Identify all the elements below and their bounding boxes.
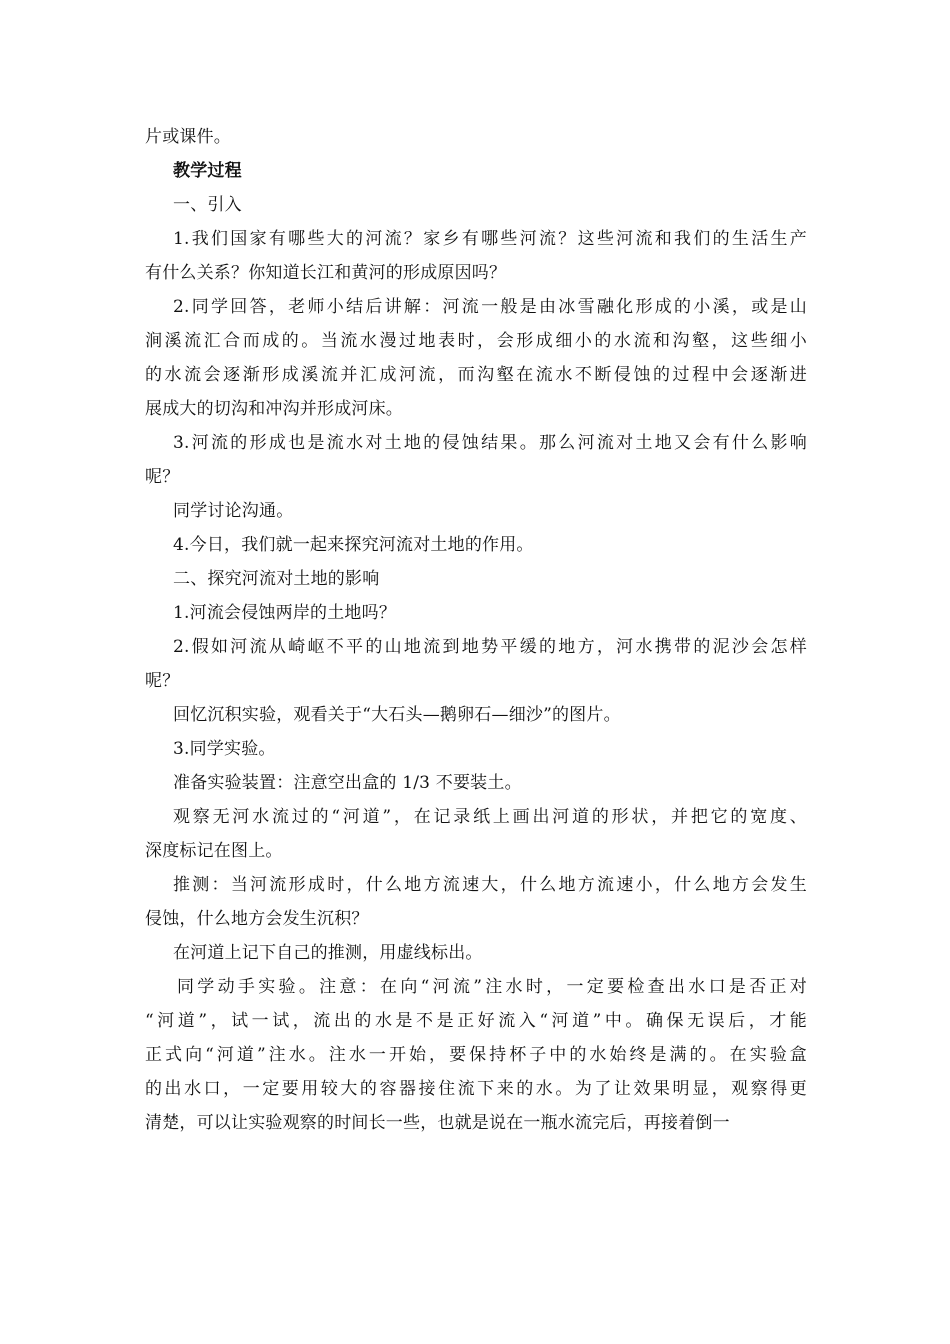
text-line: 有什么关系？你知道长江和黄河的形成原因吗？ — [145, 263, 507, 283]
paragraph — [145, 188, 807, 222]
text-line: 推测：当河流形成时，什么地方流速大，什么地方流速小，什么地方会发生 — [173, 875, 807, 895]
paragraph — [145, 222, 807, 290]
paragraph — [145, 766, 807, 800]
text-line: 在河道上记下自己的推测，用虚线标出。 — [173, 943, 483, 963]
text-line: 正式向“河道”注水。注水一开始，要保持杯子中的水始终是满的。在实验盒 — [145, 1045, 807, 1065]
document-page — [145, 120, 807, 1140]
text-line: 2.同学回答，老师小结后讲解：河流一般是由冰雪融化形成的小溪，或是山 — [173, 297, 807, 317]
paragraph — [145, 698, 807, 732]
text-line: 一、引入 — [173, 195, 242, 215]
paragraph — [145, 528, 807, 562]
paragraph — [145, 868, 807, 936]
paragraph — [145, 596, 807, 630]
text-line: 1.我们国家有哪些大的河流？家乡有哪些河流？这些河流和我们的生活生产 — [173, 229, 807, 249]
text-line: 1.河流会侵蚀两岸的土地吗？ — [173, 603, 397, 623]
text-line: 的水流会逐渐形成溪流并汇成河流，而沟壑在流水不断侵蚀的过程中会逐渐进 — [145, 365, 807, 385]
text-line: 3.河流的形成也是流水对土地的侵蚀结果。那么河流对土地又会有什么影响 — [173, 433, 807, 453]
text-line: 4.今日，我们就一起来探究河流对土地的作用。 — [173, 535, 534, 555]
text-line: 深度标记在图上。 — [145, 841, 283, 861]
text-line: 片或课件。 — [145, 127, 231, 147]
text-line: 同学动手实验。注意：在向“河流”注水时，一定要检查出水口是否正对 — [177, 977, 807, 997]
paragraph — [145, 120, 807, 154]
text-line: 呢？ — [145, 467, 180, 487]
paragraph — [145, 630, 807, 698]
section-heading: 教学过程 — [173, 161, 242, 181]
text-line: 观察无河水流过的“河道”，在记录纸上画出河道的形状，并把它的宽度、 — [173, 807, 807, 827]
text-line: 回忆沉积实验，观看关于“大石头—鹅卵石—细沙”的图片。 — [173, 705, 621, 725]
paragraph — [145, 494, 807, 528]
text-line: 涧溪流汇合而成的。当流水漫过地表时，会形成细小的水流和沟壑，这些细小 — [145, 331, 807, 351]
text-line: 的出水口，一定要用较大的容器接住流下来的水。为了让效果明显，观察得更 — [145, 1079, 807, 1099]
text-line: 准备实验装置：注意空出盒的 1/3 不要装土。 — [173, 773, 522, 793]
text-line: 展成大的切沟和冲沟并形成河床。 — [145, 399, 403, 419]
text-line: 2.假如河流从崎岖不平的山地流到地势平缓的地方，河水携带的泥沙会怎样 — [173, 637, 807, 657]
paragraph — [145, 970, 807, 1140]
paragraph — [145, 732, 807, 766]
text-line: 清楚，可以让实验观察的时间长一些，也就是说在一瓶水流完后，再接着倒一 — [145, 1113, 730, 1133]
text-line: 二、探究河流对土地的影响 — [173, 569, 380, 589]
paragraph — [145, 800, 807, 868]
paragraph — [145, 426, 807, 494]
text-line: 3.同学实验。 — [173, 739, 276, 759]
text-line: 呢？ — [145, 671, 180, 691]
text-line: 同学讨论沟通。 — [173, 501, 294, 521]
text-line: “河道”，试一试，流出的水是不是正好流入“河道”中。确保无误后，才能 — [145, 1011, 807, 1031]
paragraph — [145, 154, 807, 188]
paragraph — [145, 936, 807, 970]
paragraph — [145, 562, 807, 596]
text-line: 侵蚀，什么地方会发生沉积？ — [145, 909, 369, 929]
paragraph — [145, 290, 807, 426]
